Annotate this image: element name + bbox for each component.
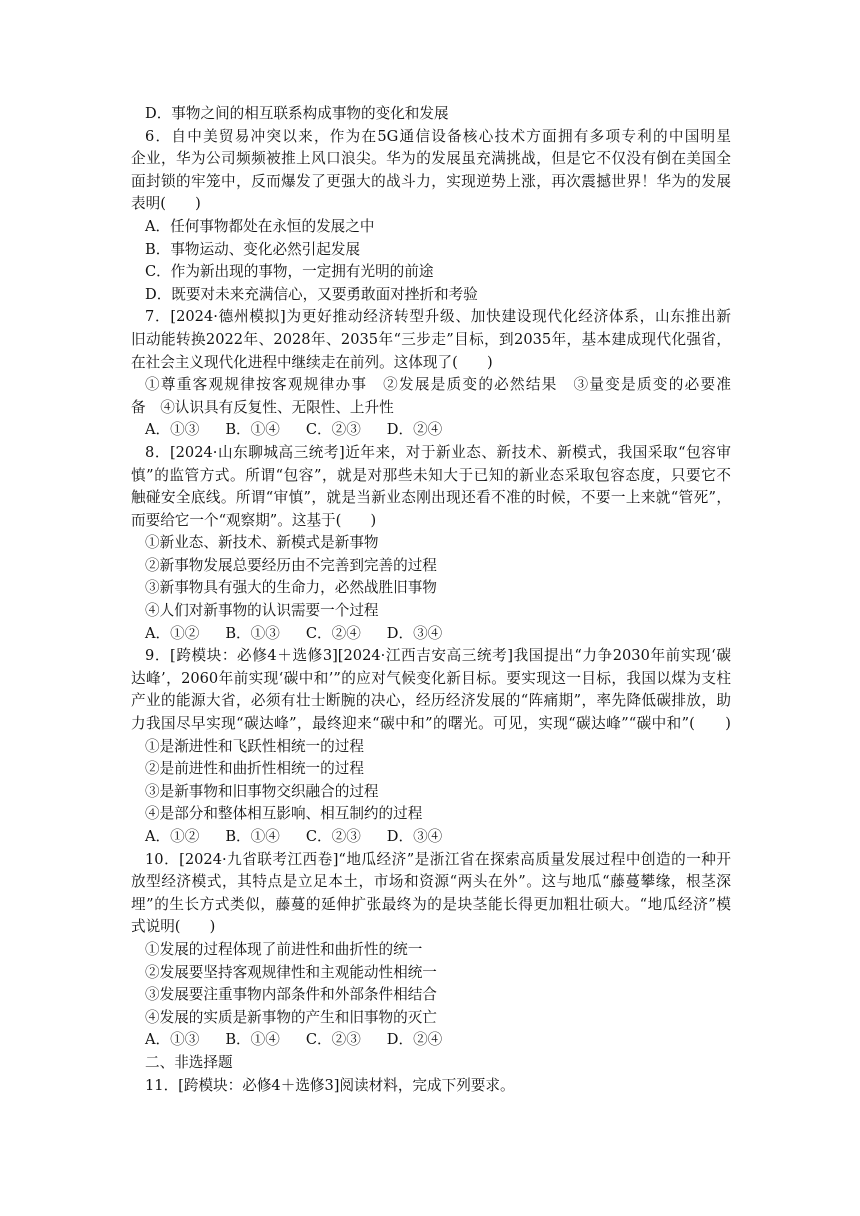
text-line: 二、非选择题	[145, 1053, 233, 1071]
answer-option: C．②③	[305, 421, 361, 439]
answer-option: D．②④	[386, 1031, 443, 1049]
text-line: 达峰’，2060年前实现‘碳中和’”的应对气候变化新目标。要实现这一目标，我国以煤为支柱	[131, 669, 731, 687]
text-line: 企业，华为公司频频被推上风口浪尖。华为的发展虽充满挑战，但是它不仅没有倒在美国全	[131, 150, 731, 168]
answer-option: D．③④	[386, 624, 443, 642]
answer-option: A．①②	[145, 624, 200, 642]
answer-option: B．①④	[225, 828, 280, 845]
text-line: 面封锁的牢笼中，反而爆发了更强大的战斗力，实现逆势上涨，再次震撼世界！华为的发展	[131, 172, 731, 190]
text-line: 7．[2024·德州模拟]为更好推动经济转型升级、加快建设现代化经济体系，山东推出新	[145, 308, 731, 326]
text-line: ③新事物具有强大的生命力，必然战胜旧事物	[145, 579, 437, 597]
answer-options	[131, 623, 731, 646]
text-line: 11．[跨模块：必修4＋选修3]阅读材料，完成下列要求。	[145, 1076, 515, 1094]
text-line: ③发展要注重事物内部条件和外部条件相结合	[145, 986, 437, 1004]
text-line: C．作为新出现的事物，一定拥有光明的前途	[145, 263, 434, 281]
document-body	[131, 103, 731, 1097]
text-line: 慎”的监管方式。所谓“包容”，就是对那些未知大于已知的新业态采取包容态度，只要它不	[131, 466, 731, 484]
text-line: ③是新事物和旧事物交织融合的过程	[145, 782, 379, 800]
text-line: 触碰安全底线。所谓“审慎”，就是当新业态刚出现还看不准的时候，不要一上来就“管死”，	[131, 489, 731, 507]
text-line: ①新业态、新技术、新模式是新事物	[145, 534, 379, 552]
text-line: ①发展的过程体现了前进性和曲折性的统一	[145, 940, 423, 958]
text-line: 10．[2024·九省联考江西卷]“地瓜经济”是浙江省在探索高质量发展过程中创造的一种开	[145, 850, 731, 868]
text-line: 式说明( )	[131, 918, 216, 936]
answer-option: A．①②	[145, 828, 200, 845]
text-line: ②发展要坚持客观规律性和主观能动性相统一	[145, 963, 437, 981]
text-line: 旧动能转换2022年、2028年、2035年“三步走”目标，到2035年，基本建成现代化强省，	[131, 330, 731, 348]
text-line: 备 ④认识具有反复性、无限性、上升性	[131, 398, 394, 416]
answer-option: B．①④	[225, 1031, 280, 1049]
answer-option: C．②④	[305, 624, 361, 642]
answer-option: C．②③	[305, 828, 361, 845]
answer-options	[131, 419, 731, 442]
text-line: 表明( )	[131, 195, 201, 213]
answer-option: A．①③	[145, 1031, 200, 1049]
text-line: D．既要对未来充满信心，又要勇敢面对挫折和考验	[145, 285, 478, 303]
text-line: 力我国尽早实现“碳达峰”，最终迎来“碳中和”的曙光。可见，实现“碳达峰”“碳中和”( )	[131, 715, 731, 733]
text-line: 而要给它一个“观察期”。这基于( )	[131, 511, 377, 529]
text-line: ②新事物发展总要经历由不完善到完善的过程	[145, 556, 437, 574]
answer-option: A．①③	[145, 421, 200, 439]
text-line: ②是前进性和曲折性相统一的过程	[145, 760, 364, 778]
answer-option: B．①③	[225, 624, 280, 642]
answer-options	[131, 1029, 731, 1052]
text-line: 9．[跨模块：必修4＋选修3][2024·江西吉安高三统考]我国提出“力争2030年前实现‘碳	[145, 647, 731, 665]
text-line: A．任何事物都处在永恒的发展之中	[145, 217, 375, 235]
text-line: ①是渐进性和飞跃性相统一的过程	[145, 737, 364, 755]
text-line: 8．[2024·山东聊城高三统考]近年来，对于新业态、新技术、新模式，我国采取“包容审	[145, 443, 731, 461]
text-line: 埋”的生长方式类似，藤蔓的延伸扩张最终为的是块茎能长得更加粗壮硕大。“地瓜经济”模	[131, 895, 731, 913]
text-line: 在社会主义现代化进程中继续走在前列。这体现了( )	[131, 353, 493, 371]
text-line: 产业的能源大省，必须有壮士断腕的决心，经历经济发展的“阵痛期”，率先降低碳排放，助	[131, 692, 731, 710]
text-line: ④人们对新事物的认识需要一个过程	[145, 602, 379, 620]
text-line: B．事物运动、变化必然引起发展	[145, 240, 361, 258]
text-line: ①尊重客观规律按客观规律办事 ②发展是质变的必然结果 ③量变是质变的必要准	[145, 376, 731, 394]
answer-option: D．②④	[386, 421, 443, 439]
answer-option: B．①④	[225, 421, 280, 439]
text-line: ④发展的实质是新事物的产生和旧事物的灭亡	[145, 1008, 437, 1026]
answer-option: D．③④	[386, 828, 443, 845]
answer-options	[131, 826, 731, 849]
text-line: 6．自中美贸易冲突以来，作为在5G通信设备核心技术方面拥有多项专利的中国明星	[145, 127, 731, 145]
text-line: D．事物之间的相互联系构成事物的变化和发展	[145, 105, 449, 122]
text-line: ④是部分和整体相互影响、相互制约的过程	[145, 805, 423, 823]
answer-option: C．②③	[305, 1031, 361, 1049]
text-line: 放型经济模式，其特点是立足本土，市场和资源“两头在外”。这与地瓜“藤蔓攀缘，根茎深	[131, 873, 731, 891]
